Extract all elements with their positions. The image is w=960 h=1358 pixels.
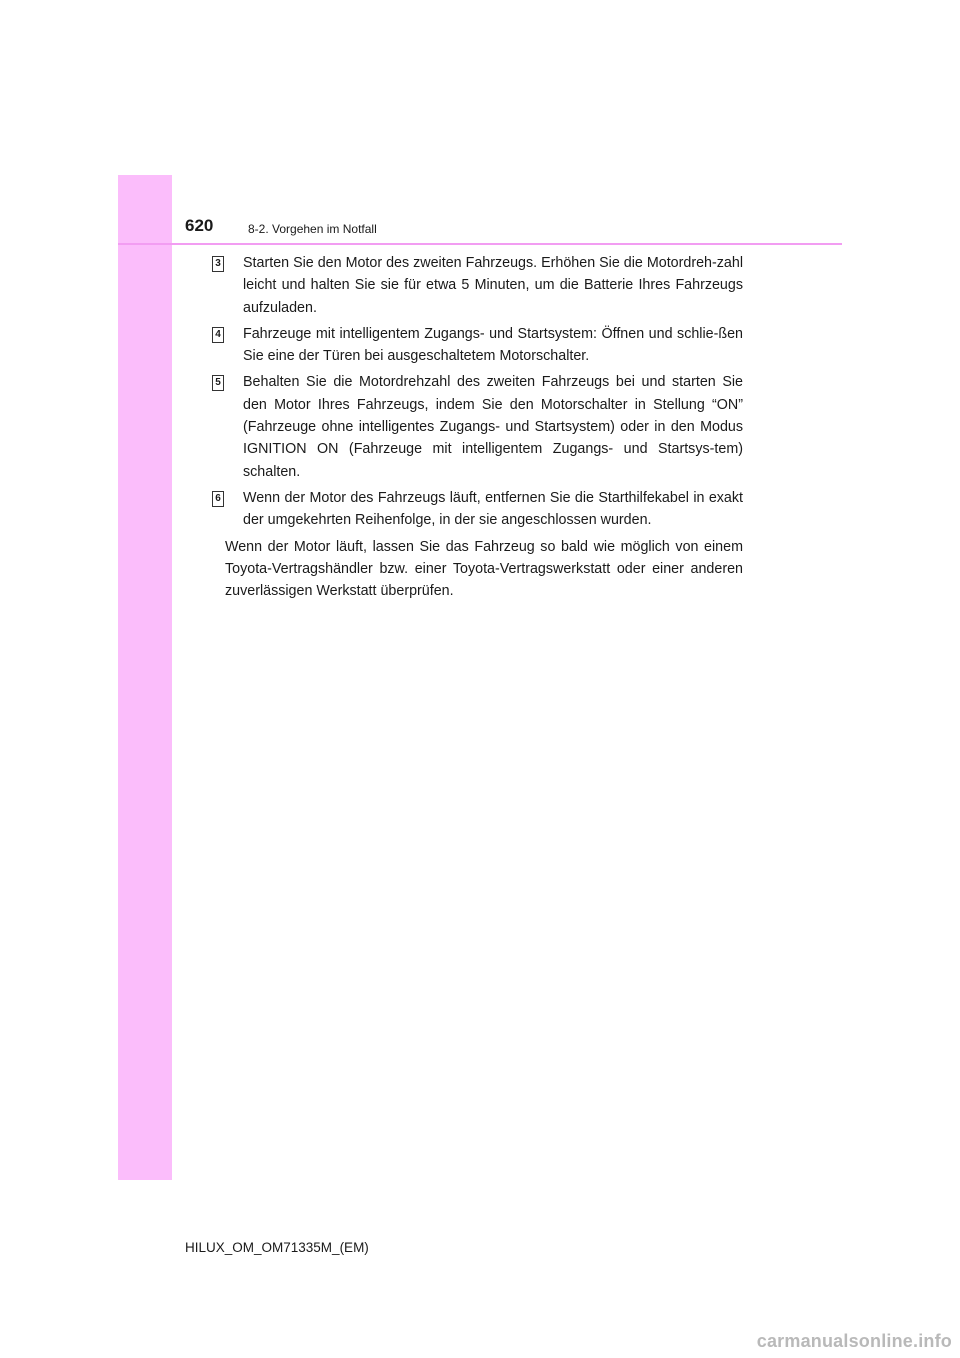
step-text: Starten Sie den Motor des zweiten Fahrzeugs. Erhöhen Sie die Motordreh-zahl leicht und halten Sie sie für etwa 5 Minuten, um die Batterie Ihres Fahrzeugs aufzuladen.	[243, 255, 743, 316]
step-number-badge: 3	[212, 256, 224, 272]
note-paragraph: Wenn der Motor läuft, lassen Sie das Fahrzeug so bald wie möglich von einem Toyota-Vertragshändler bzw. einer Toyota-Vertragswerkstatt oder einer anderen zuverlässigen Werkstatt überprüfen.	[225, 538, 743, 600]
document-footer-code: HILUX_OM_OM71335M_(EM)	[185, 1240, 369, 1255]
step-text: Behalten Sie die Motordrehzahl des zweiten Fahrzeugs bei und starten Sie den Motor Ihres Fahrzeugs, indem Sie den Motorschalter in Stellung “ON” (Fahrzeuge ohne intelligentes Zugangs- und Startsystem) oder in den Modus IGNITION ON (Fahrzeuge mit intelligentem Zugangs- und Startsys-tem) schalten.	[243, 374, 743, 480]
step-number-badge: 6	[212, 491, 224, 507]
section-title: 8-2. Vorgehen im Notfall	[248, 222, 377, 236]
step-item	[212, 371, 743, 482]
step-item	[212, 323, 743, 368]
step-number-badge: 5	[212, 375, 224, 391]
chapter-sidebar-tab	[118, 175, 172, 1180]
page-content	[212, 252, 743, 602]
step-item	[212, 252, 743, 319]
page-number: 620	[185, 216, 214, 235]
step-number-badge: 4	[212, 327, 224, 343]
step-text: Fahrzeuge mit intelligentem Zugangs- und Startsystem: Öffnen und schlie-ßen Sie eine der Türen bei ausgeschaltetem Motorschalter.	[243, 325, 743, 365]
step-item	[212, 487, 743, 532]
header-rule	[118, 243, 842, 245]
step-text: Wenn der Motor des Fahrzeugs läuft, entfernen Sie die Starthilfekabel in exakt der umgekehrten Reihenfolge, in der sie angeschlossen wurden.	[243, 489, 743, 529]
watermark: carmanualsonline.info	[756, 1331, 952, 1351]
